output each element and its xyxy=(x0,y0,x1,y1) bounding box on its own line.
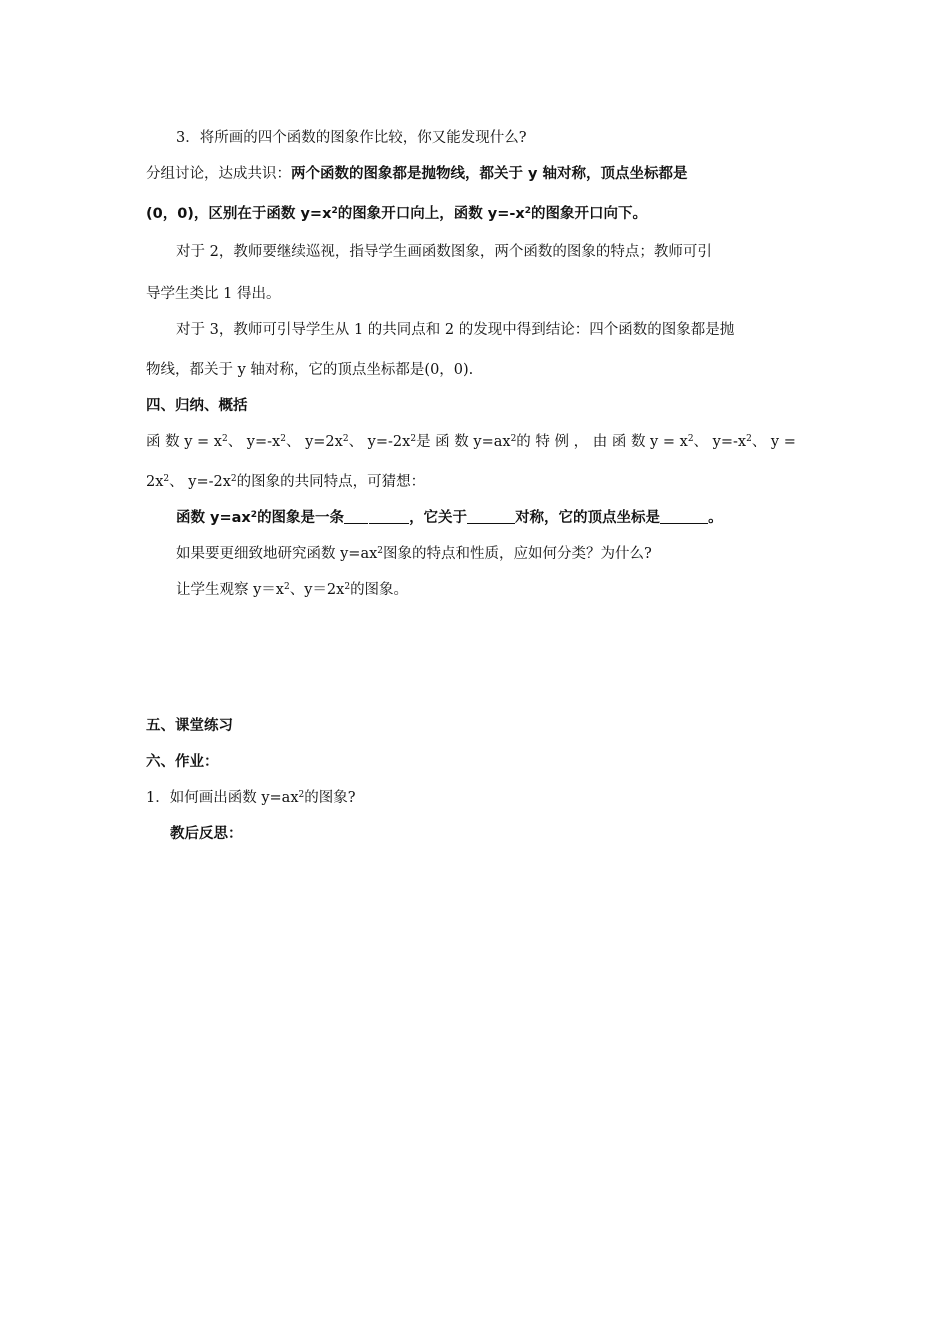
text-fragment: 1．如何画出函数 y=ax xyxy=(146,790,299,806)
text-fragment: 、 y=-x xyxy=(693,434,747,450)
text-fragment: 是 函 数 y=ax xyxy=(416,434,511,450)
section-4-heading: 四、归纳、概括 xyxy=(146,398,248,414)
consensus-prefix: 分组讨论，达成共识： xyxy=(146,166,291,182)
text-fragment: 2x xyxy=(146,474,164,490)
consensus-bold-1: 两个函数的图象都是抛物线，都关于 y 轴对称，顶点坐标都是 xyxy=(291,166,688,182)
text-fragment: 、 y=-x xyxy=(227,434,281,450)
homework-item-1 xyxy=(146,788,356,808)
blank-shape-2 xyxy=(369,509,409,524)
superscript: 2 xyxy=(283,582,290,592)
blank-axis xyxy=(467,509,515,524)
superscript: 2 xyxy=(687,434,694,444)
consensus-bold-2c: 的图象开口向下。 xyxy=(531,206,647,222)
text-fragment: 、 y=2x xyxy=(285,434,343,450)
superscript: 2 xyxy=(342,434,349,444)
text-fragment: 、 y=-2x xyxy=(348,434,411,450)
superscript: 2 xyxy=(298,790,305,800)
superscript: 2 xyxy=(344,582,351,592)
superscript: 2 xyxy=(230,474,237,484)
consensus-bold-2a: (0，0)，区别在于函数 y=x xyxy=(146,206,332,222)
question-3: 3．将所画的四个函数的图象作比较，你又能发现什么? xyxy=(176,130,527,146)
consensus-line-1 xyxy=(146,164,688,184)
superscript: 2 xyxy=(221,434,228,444)
superscript: 2 xyxy=(410,434,417,444)
blank-shape xyxy=(344,509,368,524)
text-fragment: 函 数 y = x xyxy=(146,434,222,450)
text-fragment: 、y＝2x xyxy=(289,582,345,598)
consensus-bold-2b: 的图象开口向上，函数 y=-x xyxy=(337,206,525,222)
superscript: 2 xyxy=(524,206,531,216)
section-5-heading: 五、课堂练习 xyxy=(146,718,233,734)
fill-in-sentence xyxy=(176,508,723,528)
section-4-line-1 xyxy=(146,432,796,452)
classification-question xyxy=(176,544,652,564)
text-fragment: 如果要更细致地研究函数 y=ax xyxy=(176,546,378,562)
observe-instruction xyxy=(176,580,408,600)
section-4-line-2 xyxy=(146,472,425,492)
text-fragment: 的图象是一条 xyxy=(257,510,345,526)
text-fragment: 。 xyxy=(708,510,723,526)
superscript: 2 xyxy=(746,434,752,444)
text-fragment: 对称，它的顶点坐标是 xyxy=(515,510,661,526)
reflection-heading: 教后反思： xyxy=(170,826,243,842)
text-fragment: 的图象? xyxy=(304,790,356,806)
superscript: 2 xyxy=(331,206,338,216)
superscript: 2 xyxy=(250,510,258,520)
text-fragment: 、 y = xyxy=(751,434,796,450)
para-3-line-2: 物线，都关于 y 轴对称，它的顶点坐标都是(0，0). xyxy=(146,362,474,378)
text-fragment: 函数 y=ax xyxy=(176,510,251,526)
superscript: 2 xyxy=(377,546,384,556)
text-fragment: 图象的特点和性质，应如何分类？为什么? xyxy=(383,546,652,562)
text-fragment: 、 y=-2x xyxy=(169,474,231,490)
section-6-heading: 六、作业： xyxy=(146,754,219,770)
para-2-line-1: 对于 2，教师要继续巡视，指导学生画函数图象，两个函数的图象的特点；教师可引 xyxy=(176,244,712,260)
text-fragment: 的图象的共同特点，可猜想： xyxy=(236,474,426,490)
para-2-line-2: 导学生类比 1 得出。 xyxy=(146,286,281,302)
text-fragment: 的 特 例 ， 由 函 数 y = x xyxy=(516,434,688,450)
superscript: 2 xyxy=(163,474,170,484)
superscript: 2 xyxy=(510,434,517,444)
text-fragment: ，它关于 xyxy=(409,510,468,526)
text-fragment: 让学生观察 y＝x xyxy=(176,582,284,598)
superscript: 2 xyxy=(280,434,286,444)
para-3-line-1: 对于 3，教师可引导学生从 1 的共同点和 2 的发现中得到结论：四个函数的图象都是抛 xyxy=(176,322,735,338)
text-fragment: 的图象。 xyxy=(350,582,409,598)
blank-vertex xyxy=(660,509,708,524)
consensus-line-2 xyxy=(146,204,647,224)
